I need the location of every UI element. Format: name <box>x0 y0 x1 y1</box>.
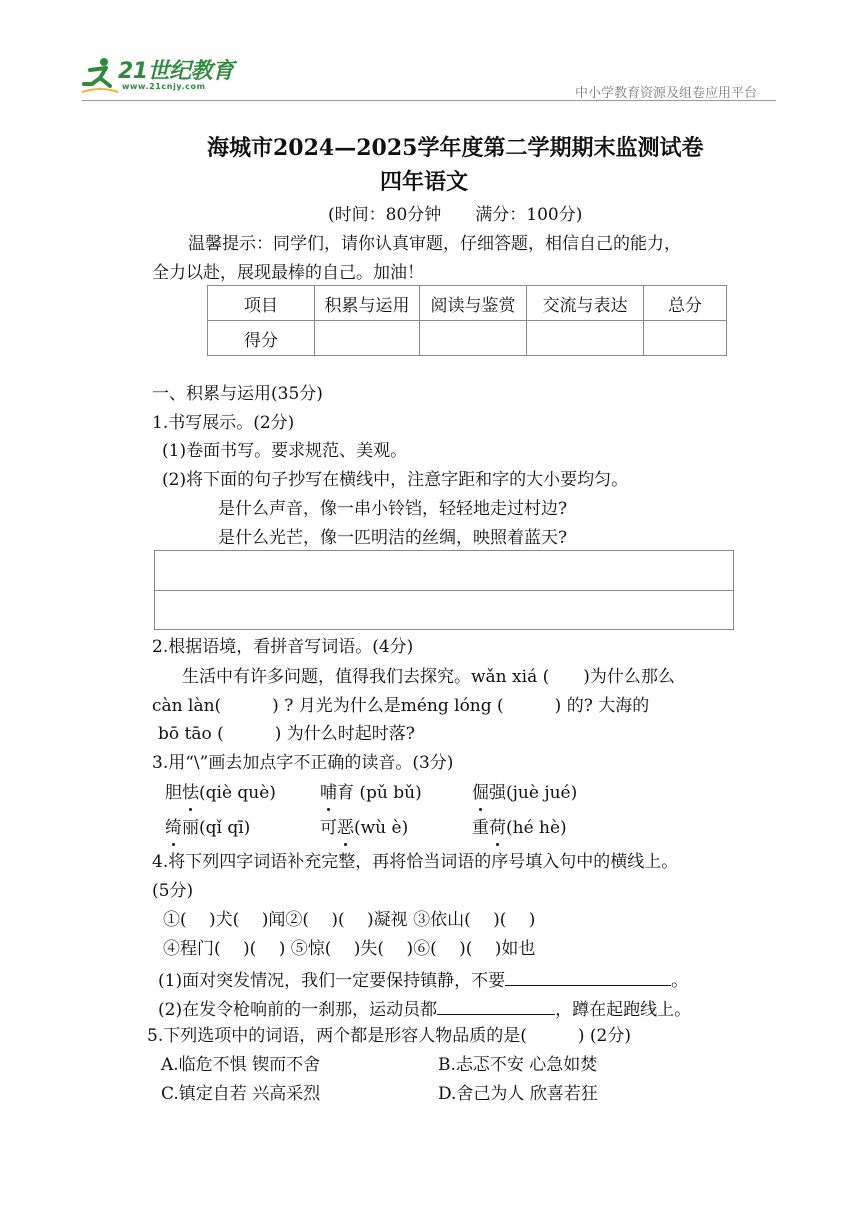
q5-option-c[interactable]: C.镇定自若 兴高采烈 <box>161 1084 321 1104</box>
platform-name: 中小学教育资源及组卷应用平台 <box>575 86 758 101</box>
q4-title: 4.将下列四字词语补充完整，再将恰当词语的序号填入句中的横线上。 <box>152 852 679 872</box>
q3-title: 3.用“\”画去加点字不正确的读音。(3分) <box>152 753 454 773</box>
q4-score: (5分) <box>152 881 194 901</box>
table-header-row <box>208 286 727 321</box>
q2-line3: bō tāo ( ) 为什么时起时落? <box>158 724 415 744</box>
row-label: 得分 <box>208 321 315 356</box>
writing-box-divider <box>155 590 733 591</box>
table-header-cell: 积累与运用 <box>315 286 420 321</box>
table-row <box>208 321 727 356</box>
q1-title: 1.书写展示。(2分) <box>152 413 295 433</box>
q3-item <box>320 782 422 804</box>
q1-part2: (2)将下面的句子抄写在横线中，注意字距和字的大小要均匀。 <box>162 470 629 490</box>
dotted-char: 怯 <box>182 783 199 803</box>
q3-item-pinyin: (hé hè) <box>506 818 567 838</box>
q4-row2: ④程门( )( ) ⑤惊( )失( )⑥( )( )如也 <box>163 939 536 959</box>
q3-item-pinyin: (wù è) <box>354 818 409 838</box>
q3-item <box>472 817 567 839</box>
table-header-cell: 项目 <box>208 286 315 321</box>
tip-line-1: 温馨提示：同学们，请你认真审题，仔细答题，相信自己的能力， <box>188 234 681 254</box>
q3-item <box>472 782 577 804</box>
time-info: (时间：80分钟 满分：100分) <box>328 205 583 225</box>
exam-title: 海城市2024—2025学年度第二学期期末监测试卷 <box>207 135 704 161</box>
q1-part1: (1)卷面书写。要求规范、美观。 <box>162 441 408 461</box>
q3-item <box>165 817 250 839</box>
dotted-char: 恶 <box>337 818 354 838</box>
answer-blank[interactable] <box>505 967 671 986</box>
q3-item-pinyin: 强(juè jué) <box>489 783 578 803</box>
q3-item-pinyin: 育 (pǔ bǔ) <box>337 783 422 803</box>
q2-line2: càn làn( ) ? 月光为什么是méng lóng ( ) 的? 大海的 <box>152 696 650 716</box>
writing-box[interactable] <box>154 550 734 630</box>
score-cell[interactable] <box>420 321 527 356</box>
q3-item-pinyin: (qiè què) <box>199 783 276 803</box>
q1-line2: 是什么光芒，像一匹明洁的丝绸，映照着蓝天? <box>218 528 568 548</box>
q3-item-pre: 重 <box>472 818 489 838</box>
score-table <box>207 285 727 356</box>
q4-sentence1-text: (1)面对突发情况，我们一定要保持镇静，不要 <box>158 971 506 991</box>
logo-url: www.21cnjy.com <box>122 82 206 91</box>
q3-item-pre: 胆 <box>165 783 182 803</box>
score-cell[interactable] <box>644 321 727 356</box>
q4-row1: ①( )犬( )闻②( )( )凝视 ③依山( )( ) <box>163 910 536 930</box>
runner-icon <box>80 56 120 96</box>
exam-subtitle: 四年语文 <box>380 169 469 195</box>
tip-line-2: 全力以赴，展现最棒的自己。加油！ <box>152 263 424 283</box>
q3-item-pre: 可 <box>320 818 337 838</box>
dotted-char: 哺 <box>320 783 337 803</box>
q1-line1: 是什么声音，像一串小铃铛，轻轻地走过村边? <box>218 499 568 519</box>
q4-sentence2 <box>158 996 691 1021</box>
section-heading: 一、积累与运用(35分) <box>152 384 323 404</box>
header-divider <box>82 100 776 101</box>
logo-text: 21世纪教育 <box>118 59 234 84</box>
table-header-cell: 阅读与鉴赏 <box>420 286 527 321</box>
dotted-char: 倔 <box>472 783 489 803</box>
score-cell[interactable] <box>315 321 420 356</box>
q3-item <box>165 782 276 804</box>
table-header-cell: 总分 <box>644 286 727 321</box>
dotted-char: 绮 <box>165 818 182 838</box>
q3-item-pinyin: 丽(qǐ qī) <box>182 818 251 838</box>
answer-blank[interactable] <box>437 996 555 1015</box>
q5-option-a[interactable]: A.临危不惧 锲而不舍 <box>161 1055 321 1075</box>
site-logo <box>80 56 250 96</box>
q4-sentence1 <box>158 967 688 992</box>
table-header-cell: 交流与表达 <box>527 286 644 321</box>
q4-sentence2-text: (2)在发令枪响前的一刹那，运动员都 <box>158 1000 438 1020</box>
q2-title: 2.根据语境，看拼音写词语。(4分) <box>152 637 414 657</box>
q3-item <box>320 817 408 839</box>
q5-option-d[interactable]: D.舍己为人 欣喜若狂 <box>438 1084 598 1104</box>
q5-option-b[interactable]: B.忐忑不安 心急如焚 <box>438 1055 598 1075</box>
q4-sentence2-end: ，蹲在起跑线上。 <box>555 1000 692 1020</box>
score-cell[interactable] <box>527 321 644 356</box>
dotted-char: 荷 <box>489 818 506 838</box>
q4-sentence1-end: 。 <box>671 971 689 991</box>
q2-line1: 生活中有许多问题，值得我们去探究。wǎn xiá ( )为什么那么 <box>182 667 675 687</box>
q5-title: 5.下列选项中的词语，两个都是形容人物品质的是( ) (2分) <box>147 1026 631 1046</box>
